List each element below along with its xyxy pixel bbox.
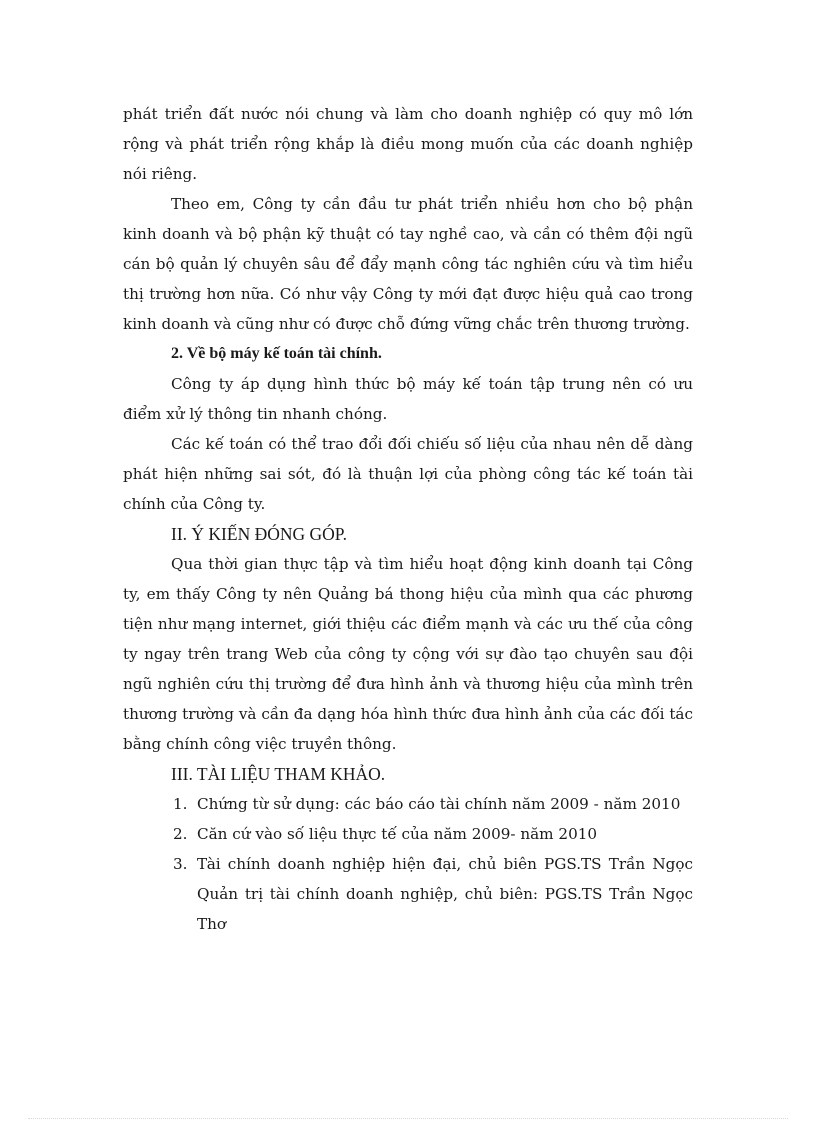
- reference-item: [123, 849, 693, 939]
- reference-text: Căn cứ vào số liệu thực tế của năm 2009- năm 2010: [197, 825, 598, 843]
- reference-item: [123, 819, 693, 849]
- reference-number: 2.: [173, 825, 188, 843]
- paragraph-contributions: Qua thời gian thực tập và tìm hiểu hoạt động kinh doanh tại Công ty, em thấy Công ty nên Quảng bá thong hiệu của mình qua các phương tiện như mạng internet, giới thiệu các điểm mạnh và các ưu thế của công ty ngay trên trang Web của công ty cộng với sự đào tạo chuyên sau đội ngũ nghiên cứu thị trường để đưa hình ảnh và thương hiệu của mình trên thương trường và cần đa dạng hóa hình thức đưa hình ảnh của các đối tác bằng chính công việc truyền thông.: [123, 555, 693, 753]
- paragraph-accounting-system: Công ty áp dụng hình thức bộ máy kế toán tập trung nên có ưu điểm xử lý thông tin nhanh chóng.: [123, 375, 693, 423]
- page-content: [123, 99, 693, 939]
- reference-text: Chứng từ sử dụng: các báo cáo tài chính năm 2009 - năm 2010: [197, 795, 681, 813]
- reference-item: [123, 789, 693, 819]
- section-heading-contributions: II. Ý KIẾN ĐÓNG GÓP.: [171, 524, 347, 544]
- reference-number: 3.: [173, 855, 188, 873]
- section-heading-references: III. TÀI LIỆU THAM KHẢO.: [171, 764, 386, 784]
- subsection-heading-accounting: 2. Về bộ máy kế toán tài chính.: [171, 345, 382, 362]
- reference-number: 1.: [173, 795, 188, 813]
- paragraph-intro: phát triển đất nước nói chung và làm cho doanh nghiệp có quy mô lớn rộng và phát triển rộng khắp là điều mong muốn của các doanh nghiệp nói riêng.: [123, 105, 693, 183]
- paragraph-recommendation: Theo em, Công ty cần đầu tư phát triển nhiều hơn cho bộ phận kinh doanh và bộ phận kỹ thuật có tay nghề cao, và cần có thêm đội ngũ cán bộ quản lý chuyên sâu để đẩy mạnh công tác nghiên cứu và tìm hiểu thị trường hơn nữa. Có như vậy Công ty mới đạt được hiệu quả cao trong kinh doanh và cũng như có được chỗ đứng vững chắc trên thương trường.: [123, 195, 693, 333]
- reference-text: Tài chính doanh nghiệp hiện đại, chủ biên PGS.TS Trần Ngọc Quản trị tài chính doanh nghiệp, chủ biên: PGS.TS Trần Ngọc Thơ: [197, 855, 693, 933]
- references-list: [123, 789, 693, 939]
- paragraph-accounting-advantage: Các kế toán có thể trao đổi đối chiếu số liệu của nhau nên dễ dàng phát hiện những sai sót, đó là thuận lợi của phòng công tác kế toán tài chính của Công ty.: [123, 435, 693, 513]
- page-bottom-divider: [28, 1118, 788, 1119]
